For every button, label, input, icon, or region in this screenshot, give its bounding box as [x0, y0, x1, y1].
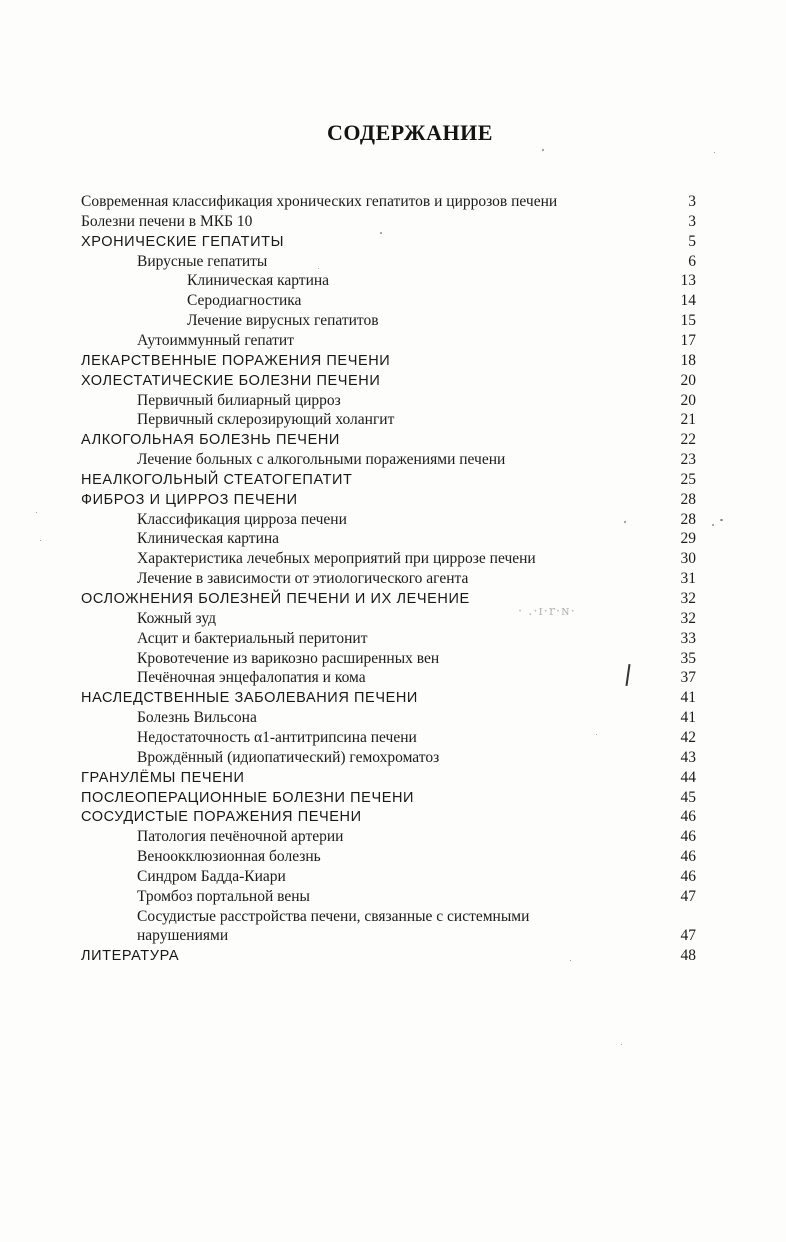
toc-entry-page: 37: [680, 669, 696, 686]
toc-entry-title: Печёночная энцефалопатия и кома: [137, 669, 366, 686]
toc-entry: [0, 232, 786, 252]
toc-entry: [0, 688, 786, 708]
toc-entry: [0, 450, 786, 470]
toc-entry: [0, 331, 786, 351]
toc-entry: [0, 510, 786, 530]
toc-entry: [0, 708, 786, 728]
toc-entry-page: 25: [680, 471, 696, 488]
toc-entry-page: 17: [680, 332, 696, 349]
toc-entry-page: 45: [680, 789, 696, 806]
toc-entry-page: 28: [680, 491, 696, 508]
toc-entry: [0, 629, 786, 649]
toc-entry-title: Врождённый (идиопатический) гемохроматоз: [137, 749, 440, 766]
toc-entry-page: 22: [680, 431, 696, 448]
toc-entry-title: Асцит и бактериальный перитонит: [137, 630, 368, 647]
toc-entry-page: 32: [680, 610, 696, 627]
toc-entry-title: Кровотечение из варикозно расширенных вен: [137, 650, 440, 667]
toc-entry-title: Патология печёночной артерии: [137, 828, 344, 845]
toc-entry: [0, 589, 786, 609]
toc-entry-title: Тромбоз портальной вены: [137, 888, 310, 905]
toc-entry-title: Клиническая картина: [187, 272, 330, 289]
toc-entry-page: 46: [680, 868, 696, 885]
toc-entry-title: СОСУДИСТЫЕ ПОРАЖЕНИЯ ПЕЧЕНИ: [81, 809, 362, 825]
toc-entry-page: 35: [680, 650, 696, 667]
toc-entry-page: 30: [680, 550, 696, 567]
toc-entry: [0, 768, 786, 788]
toc-entry: [0, 212, 786, 232]
toc-entry-title: ЛИТЕРАТУРА: [81, 948, 180, 964]
toc-entry: [0, 291, 786, 311]
toc-entry: [0, 470, 786, 490]
toc-entry-title: ПОСЛЕОПЕРАЦИОННЫЕ БОЛЕЗНИ ПЕЧЕНИ: [81, 790, 415, 806]
toc-entry-page: 47: [680, 927, 696, 944]
toc-entry: [0, 490, 786, 510]
toc-entry-title: Кожный зуд: [137, 610, 216, 627]
toc-entry-title: Вирусные гепатиты: [137, 253, 268, 270]
toc-entry-page: 41: [680, 709, 696, 726]
toc-entry-title: Первичный склерозирующий холангит: [137, 411, 395, 428]
toc-entry-title: НАСЛЕДСТВЕННЫЕ ЗАБОЛЕВАНИЯ ПЕЧЕНИ: [81, 690, 418, 706]
toc-entry-title: Лечение в зависимости от этиологического агента: [137, 570, 469, 587]
toc-entry-page: 46: [680, 808, 696, 825]
toc-entry: [0, 271, 786, 291]
toc-entry: [0, 311, 786, 331]
toc-entry-title: ХРОНИЧЕСКИЕ ГЕПАТИТЫ: [81, 234, 285, 250]
toc-entry-page: 15: [680, 312, 696, 329]
toc-entry-page: 21: [680, 411, 696, 428]
toc-entry-title: ХОЛЕСТАТИЧЕСКИЕ БОЛЕЗНИ ПЕЧЕНИ: [81, 373, 381, 389]
toc-entry-title: ГРАНУЛЁМЫ ПЕЧЕНИ: [81, 770, 245, 786]
toc-entry: [0, 351, 786, 371]
toc-entry: [0, 748, 786, 768]
toc-entry-title: Веноокклюзионная болезнь: [137, 848, 321, 865]
toc-entry: [0, 410, 786, 430]
toc-entry-title: Лечение больных с алкогольными поражениями печени: [137, 451, 506, 468]
toc-entry: [0, 668, 786, 688]
toc-entry-title: Первичный билиарный цирроз: [137, 392, 341, 409]
toc-entry-title: Аутоиммунный гепатит: [137, 332, 294, 349]
toc-entry: [0, 252, 786, 272]
toc-entry-page: 18: [680, 352, 696, 369]
toc-entry-page: 20: [680, 372, 696, 389]
toc-entry-page: 44: [680, 769, 696, 786]
toc-entry: [0, 728, 786, 748]
toc-entry-page: 23: [680, 451, 696, 468]
toc-entry-title: Болезнь Вильсона: [137, 709, 257, 726]
toc-entry: [0, 649, 786, 669]
toc-entry: [0, 946, 786, 966]
toc-entry-page: 46: [680, 848, 696, 865]
toc-entry: [0, 887, 786, 907]
toc-entry-title: Серодиагностика: [187, 292, 302, 309]
toc-entry: [0, 549, 786, 569]
toc-entry-title: Сосудистые расстройства печени, связанные с системными: [137, 908, 530, 925]
toc-entry-title: Характеристика лечебных мероприятий при циррозе печени: [137, 550, 536, 567]
toc-entry-page: 14: [680, 292, 696, 309]
toc-entry-title: Современная классификация хронических гепатитов и циррозов печени: [81, 193, 558, 210]
toc-entry: [0, 867, 786, 887]
toc-entry: [0, 529, 786, 549]
toc-entry-title: НЕАЛКОГОЛЬНЫЙ СТЕАТОГЕПАТИТ: [81, 472, 353, 488]
toc-entry-title: Недостаточность α1-антитрипсина печени: [137, 729, 417, 746]
toc-entry-title: АЛКОГОЛЬНАЯ БОЛЕЗНЬ ПЕЧЕНИ: [81, 432, 340, 448]
toc-entry: [0, 807, 786, 827]
toc-entry: [0, 371, 786, 391]
toc-entry-title: Клиническая картина: [137, 530, 280, 547]
toc-entry-page: 3: [688, 193, 696, 210]
toc-entry-title: нарушениями: [137, 927, 229, 944]
toc-entry-title: Синдром Бадда-Киари: [137, 868, 286, 885]
toc-entry-page: 46: [680, 828, 696, 845]
toc-entry-page: 42: [680, 729, 696, 746]
toc-entry-page: 32: [680, 590, 696, 607]
toc-entry: [0, 391, 786, 411]
toc-entry-page: 48: [680, 947, 696, 964]
toc-entry-page: 20: [680, 392, 696, 409]
toc-entry: [0, 430, 786, 450]
toc-entry: [0, 609, 786, 629]
toc-entry-page: 29: [680, 530, 696, 547]
toc-entry: [0, 788, 786, 808]
toc-entry: [0, 569, 786, 589]
toc-entry-page: 5: [688, 233, 696, 250]
toc-entry: [0, 907, 786, 927]
toc-entry: [0, 192, 786, 212]
toc-entry-page: 3: [688, 213, 696, 230]
page-title: СОДЕРЖАНИЕ: [327, 120, 493, 145]
toc-entry-title: ФИБРОЗ И ЦИРРОЗ ПЕЧЕНИ: [81, 492, 298, 508]
toc-entry-page: 47: [680, 888, 696, 905]
toc-entry-page: 31: [680, 570, 696, 587]
toc-entry-title: ЛЕКАРСТВЕННЫЕ ПОРАЖЕНИЯ ПЕЧЕНИ: [81, 353, 391, 369]
toc-entry-page: 43: [680, 749, 696, 766]
toc-entry-page: 6: [688, 253, 696, 270]
toc-entry: [0, 926, 786, 946]
toc-entry-page: 41: [680, 689, 696, 706]
toc-entry-title: Классификация цирроза печени: [137, 511, 347, 528]
toc-entry-title: ОСЛОЖНЕНИЯ БОЛЕЗНЕЙ ПЕЧЕНИ И ИХ ЛЕЧЕНИЕ: [81, 591, 470, 607]
toc-entry: [0, 827, 786, 847]
toc-entry-page: 28: [680, 511, 696, 528]
toc-entry-title: Лечение вирусных гепатитов: [187, 312, 379, 329]
toc-entry-page: 13: [680, 272, 696, 289]
toc-entry: [0, 847, 786, 867]
scan-smudge: · .·ɪ·r·ɴ·: [518, 604, 576, 619]
toc-entry-title: Болезни печени в МКБ 10: [81, 213, 253, 230]
toc-entry-page: 33: [680, 630, 696, 647]
